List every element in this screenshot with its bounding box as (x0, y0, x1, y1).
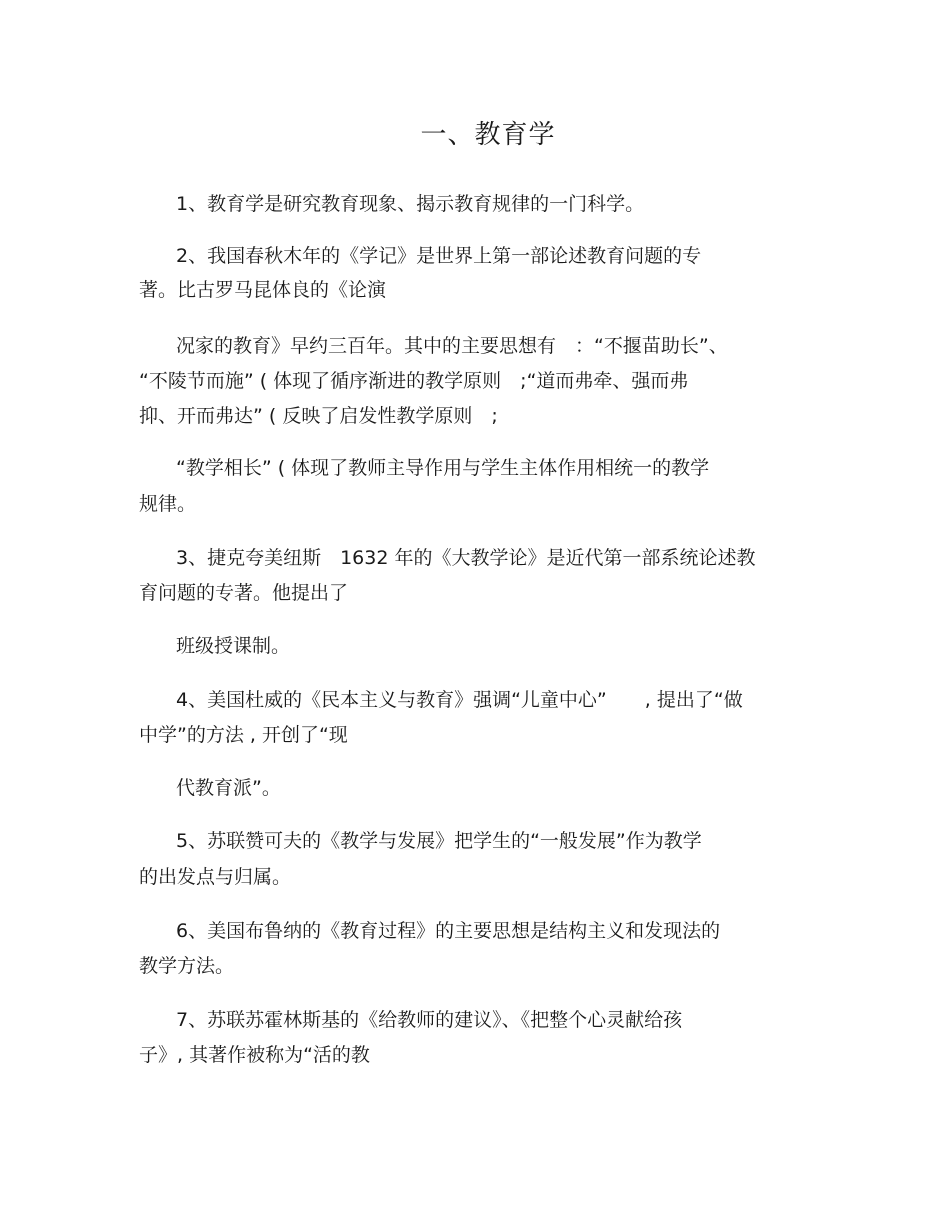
text-line: 2、我国春秋木年的《学记》是世界上第一部论述教育问题的专 (176, 245, 702, 267)
text-line: 中学”的方法 , 开创了“现 (139, 724, 348, 746)
text-line: 1、教育学是研究教育现象、揭示教育规律的一门科学。 (176, 193, 645, 215)
text-line: 教学方法。 (139, 955, 235, 977)
text-line: 6、美国布鲁纳的《教育过程》的主要思想是结构主义和发现法的 (176, 920, 721, 942)
text-line: 子》, 其著作被称为“活的教 (139, 1044, 370, 1066)
text-line: 班级授课制。 (176, 635, 291, 657)
text-line: 的出发点与归属。 (139, 866, 292, 888)
page-title: 一、教育学 (420, 120, 556, 150)
text-line: 代教育派”。 (176, 777, 281, 799)
text-line: 7、苏联苏霍林斯基的《给教师的建议》、《把整个心灵献给孩 (176, 1009, 683, 1031)
text-line: 5、苏联赞可夫的《教学与发展》把学生的“一般发展”作为教学 (176, 830, 702, 852)
text-line: 著。比古罗马昆体良的《论演 (139, 279, 387, 301)
text-line: 规律。 (139, 493, 197, 515)
text-line: “不陵节而施” ( 体现了循序渐进的教学原则 ;“道而弗牵、强而弗 (139, 370, 689, 392)
text-line: 4、美国杜威的《民本主义与教育》强调“儿童中心” , 提出了“做 (176, 689, 743, 711)
text-line: 育问题的专著。他提出了 (139, 582, 349, 604)
text-line: 3、捷克夸美纽斯 1632 年的《大教学论》是近代第一部系统论述教 (176, 547, 756, 569)
text-line: “教学相长” ( 体现了教师主导作用与学生主体作用相统一的教学 (176, 457, 710, 479)
text-line: 况家的教育》早约三百年。其中的主要思想有 ：“不揠苗助长”、 (176, 335, 728, 357)
text-line: 抑、开而弗达” ( 反映了启发性教学原则 ; (139, 405, 498, 427)
